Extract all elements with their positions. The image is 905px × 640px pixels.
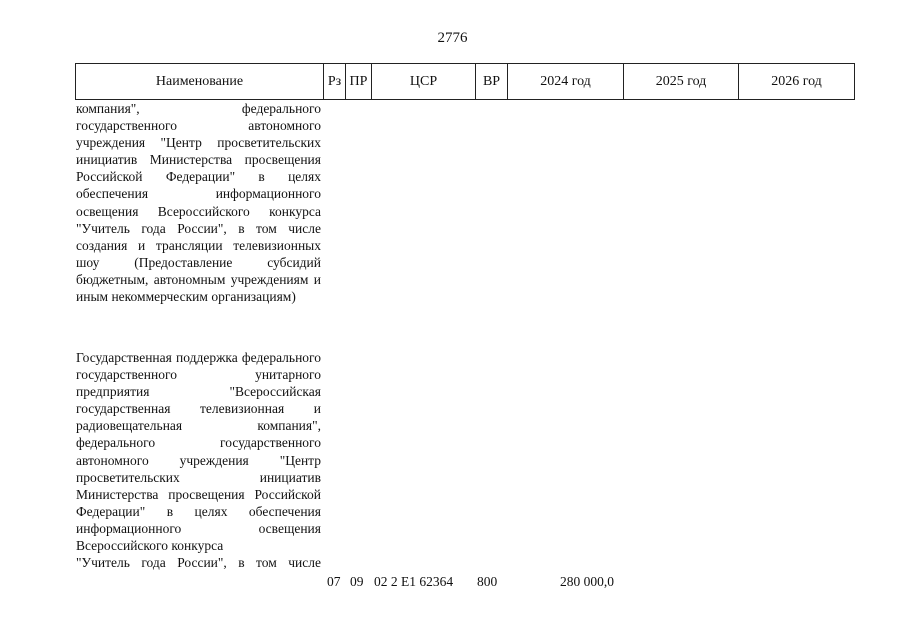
budget-table-header <box>75 63 855 100</box>
header-vr: ВР <box>476 64 508 100</box>
row-name-text: Государственная поддержка федерального государственного унитарного предприятия "Всероссийская государственная телевизионная и радиовещательная компания", федерального государственного автономного учреждения "Центр просветительских инициатив Министерства просвещения Российской Федерации" в целях обеспечения информационного освещения Всероссийского конкурса <box>76 350 321 554</box>
row-name-last-line: "Учитель года России", в том числе <box>76 555 321 571</box>
page-number: 2776 <box>437 30 468 46</box>
row-name-state-support <box>76 349 321 571</box>
cell-2024: 280 000,0 <box>560 574 614 589</box>
header-csr: ЦСР <box>372 64 476 100</box>
header-2025: 2025 год <box>624 64 739 100</box>
header-rz: Рз <box>324 64 346 100</box>
header-name: Наименование <box>76 64 324 100</box>
row-name-continued: компания", федерального государственного автономного учреждения "Центр просветительских инициатив Министерства просвещения Российской Федерации" в целях обеспечения информационного освещения Всероссийского конкурса "Учитель года России", в том числе создания и трансляции телевизионных шоу (Предоставление субсидий бюджетным, автономным учреждениям и иным некоммерческим организациям) <box>76 101 321 305</box>
header-row <box>76 64 855 100</box>
header-2026: 2026 год <box>739 64 855 100</box>
header-pr: ПР <box>346 64 372 100</box>
cell-csr: 02 2 Е1 62364 <box>374 574 454 589</box>
cell-rz: 07 <box>327 574 341 589</box>
header-2024: 2024 год <box>508 64 624 100</box>
cell-vr: 800 <box>477 574 498 589</box>
cell-pr: 09 <box>350 574 364 589</box>
